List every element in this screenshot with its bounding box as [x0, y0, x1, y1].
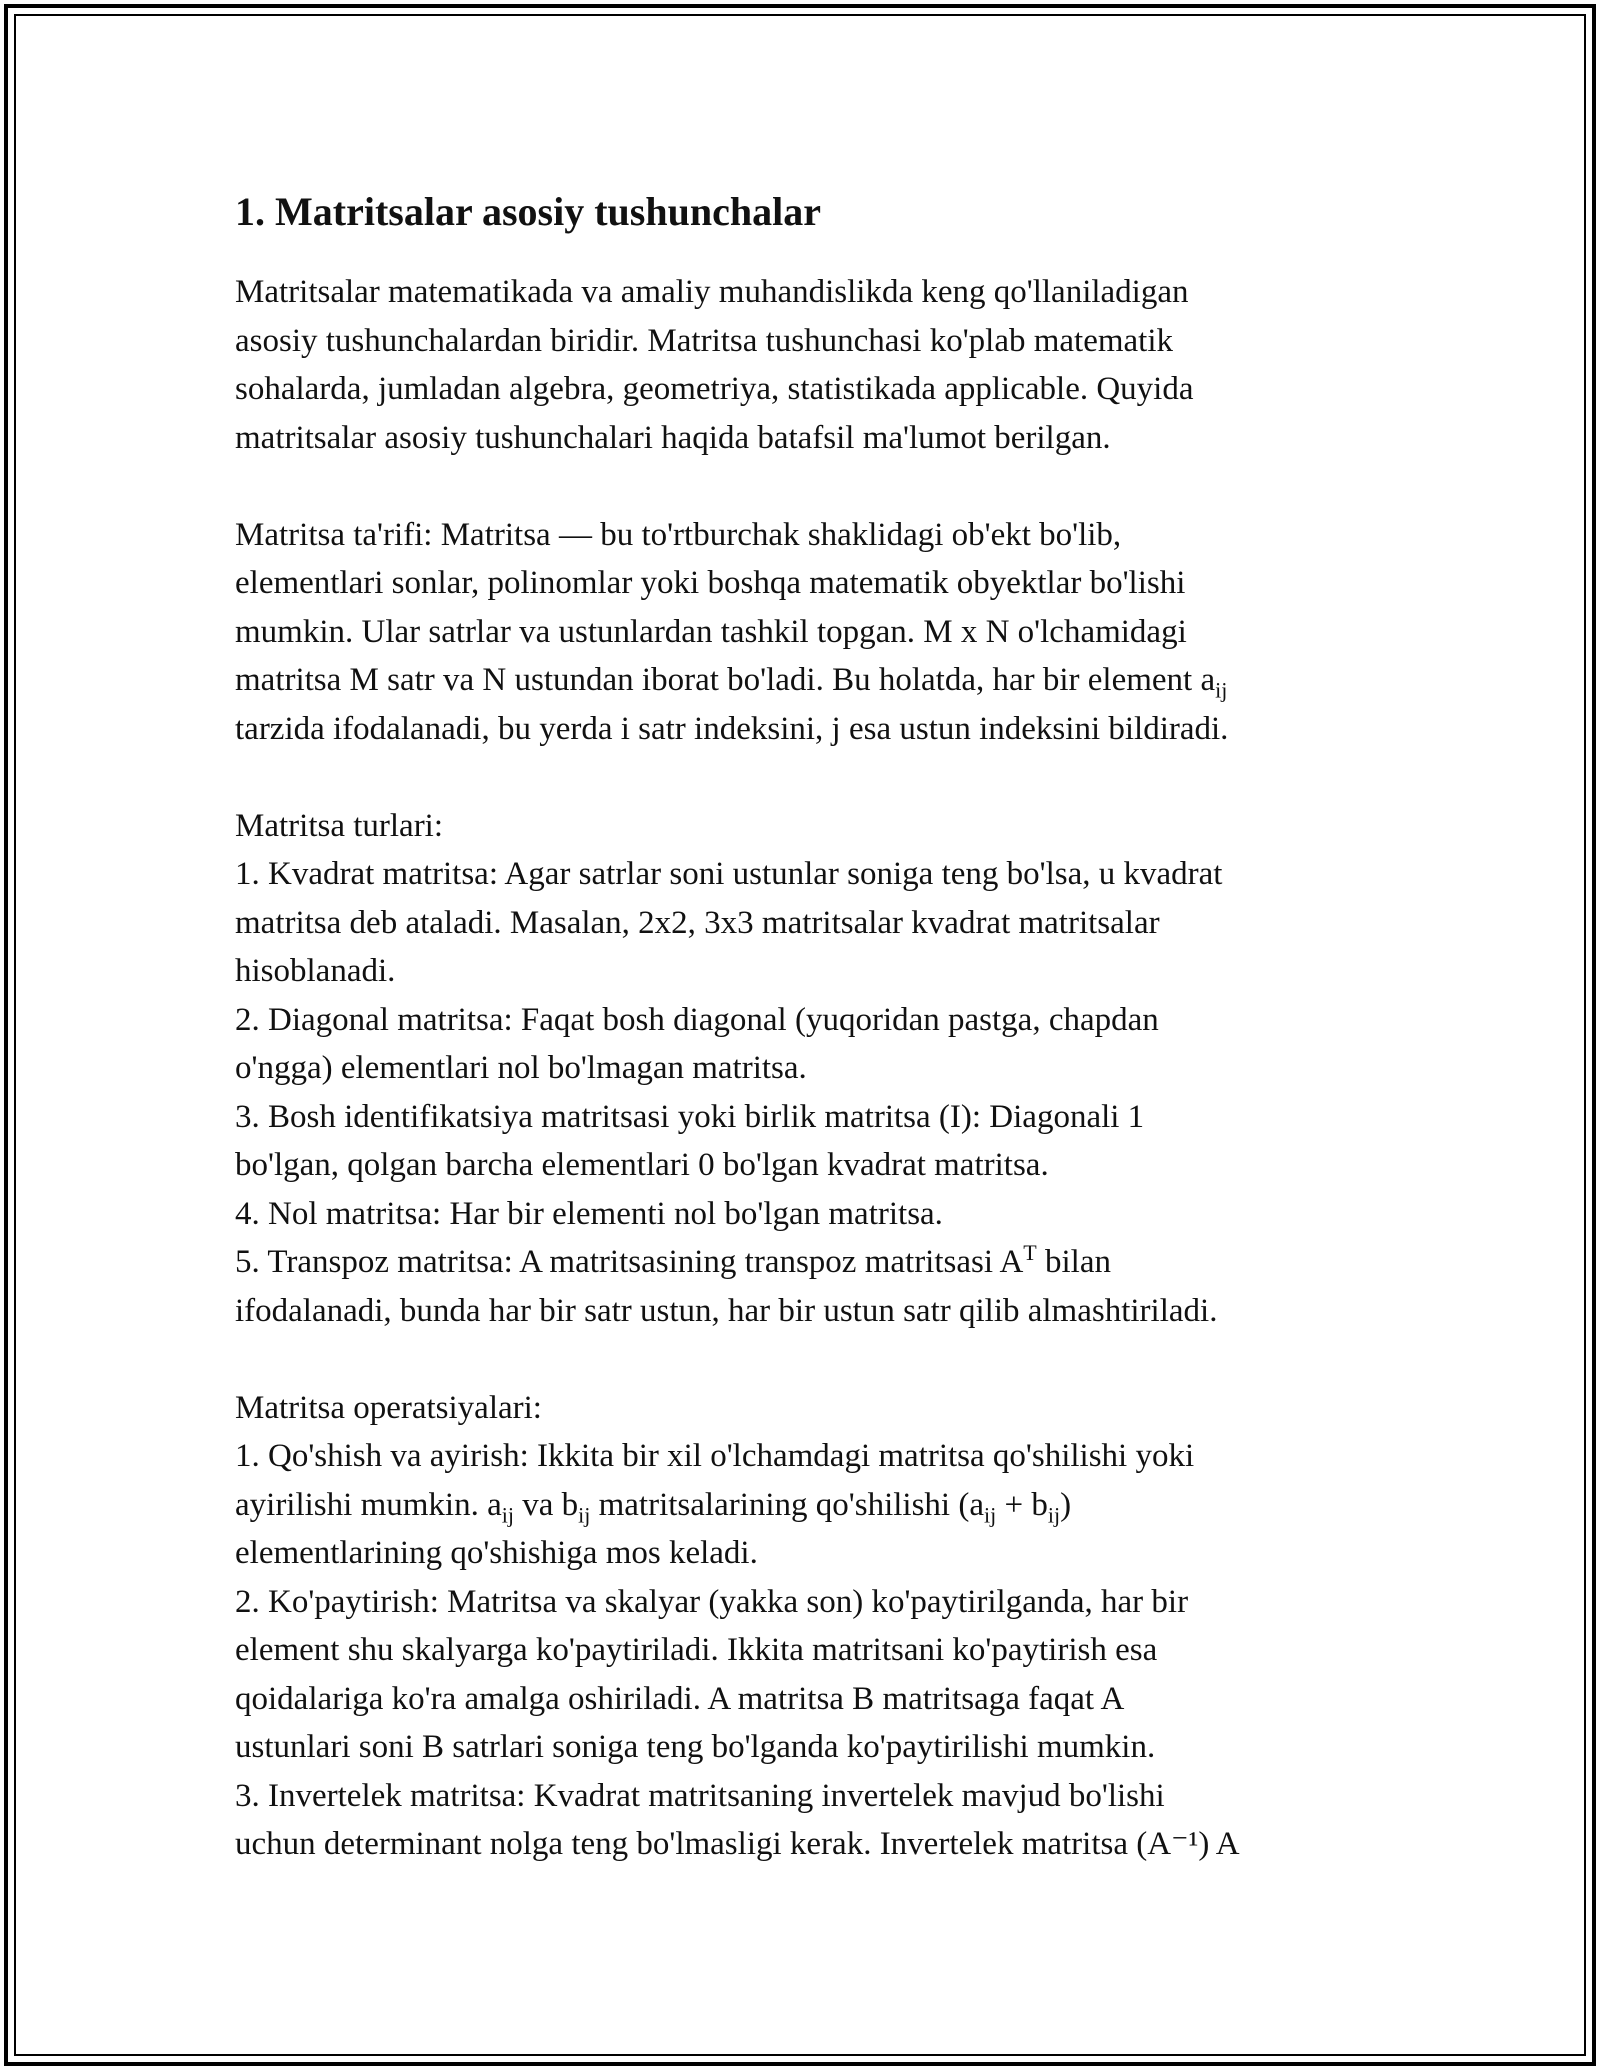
text-line: tarzida ifodalanadi, bu yerda i satr indeksini, j esa ustun indeksini bildiradi. [235, 710, 1229, 747]
operations-paragraph [235, 1384, 1375, 1869]
text-line: 3. Invertelek matritsa: Kvadrat matritsaning invertelek mavjud bo'lishi [235, 1777, 1165, 1814]
text-line: matritsalar asosiy tushunchalari haqida batafsil ma'lumot berilgan. [235, 419, 1111, 456]
superscript: T [1023, 1240, 1037, 1265]
text-line: mumkin. Ular satrlar va ustunlardan tashkil topgan. M x N o'lchamidagi [235, 613, 1187, 650]
text-line: ustunlari soni B satrlari soniga teng bo'lganda ko'paytirilishi mumkin. [235, 1729, 1156, 1765]
text-line: matritsa M satr va N ustundan iborat bo'ladi. Bu holatda, har bir element $a_{ij}$ [235, 662, 1228, 703]
text-line: element shu skalyarga ko'paytiriladi. Ikkita matritsani ko'paytirish esa [235, 1632, 1158, 1668]
text-line: 5. Transpoz matritsa: A matritsasining transpoz matritsasi $A^T$ bilan [235, 1240, 1111, 1280]
types-title: Matritsa turlari: [235, 807, 444, 844]
text-line: bo'lgan, qolgan barcha elementlari 0 bo'lgan kvadrat matritsa. [235, 1147, 1049, 1183]
text-line: 2. Diagonal matritsa: Faqat bosh diagonal (yuqoridan pastga, chapdan [235, 1001, 1159, 1038]
text-line: 4. Nol matritsa: Har bir elementi nol bo'lgan matritsa. [235, 1195, 943, 1232]
intro-paragraph [235, 268, 1375, 462]
subscript: ij [578, 1502, 591, 1528]
text-line: 1. Qo'shish va ayirish: Ikkita bir xil o'lchamdagi matritsa qo'shilishi yoki [235, 1438, 1195, 1474]
text-line: ayirilishi mumkin. $a_{ij}$ va $b_{ij}$ matritsalarining qo'shilishi $(a_{ij} + b_{ij})$ [235, 1486, 1072, 1528]
text-line: elementlari sonlar, polinomlar yoki boshqa matematik obyektlar bo'lishi [235, 565, 1186, 601]
text-line: asosiy tushunchalardan biridir. Matritsa tushunchasi ko'plab matematik [235, 322, 1174, 359]
text-line: Matritsa ta'rifi: Matritsa — bu to'rtburchak shaklidagi ob'ekt bo'lib, [235, 516, 1122, 553]
definition-paragraph [235, 511, 1375, 754]
text-line: elementlarining qo'shishiga mos keladi. [235, 1535, 758, 1571]
operations-title: Matritsa operatsiyalari: [235, 1389, 542, 1426]
document-body [235, 186, 1375, 1869]
subscript: ij [1047, 1502, 1061, 1528]
section-heading: 1. Matritsalar asosiy tushunchalar [235, 189, 821, 234]
text-line: ifodalanadi, bunda har bir satr ustun, har bir ustun satr qilib almashtiriladi. [235, 1292, 1218, 1329]
text-line: o'ngga) elementlari nol bo'lmagan matritsa. [235, 1050, 807, 1086]
types-paragraph [235, 802, 1375, 1336]
text-line: matritsa deb ataladi. Masalan, 2x2, 3x3 matritsalar kvadrat matritsalar [235, 904, 1160, 941]
subscript: ij [1215, 677, 1228, 703]
subscript: ij [984, 1502, 997, 1528]
text-line: 1. Kvadrat matritsa: Agar satrlar soni ustunlar soniga teng bo'lsa, u kvadrat [235, 856, 1223, 892]
text-line: 2. Ko'paytirish: Matritsa va skalyar (yakka son) ko'paytirilganda, har bir [235, 1583, 1189, 1620]
text-line: qoidalariga ko'ra amalga oshiriladi. A matritsa B matritsaga faqat A [235, 1680, 1125, 1717]
text-line: hisoblanadi. [235, 953, 396, 989]
subscript: ij [501, 1502, 514, 1528]
text-line: uchun determinant nolga teng bo'lmasligi kerak. Invertelek matritsa (A⁻¹) A [235, 1826, 1240, 1862]
text-line: sohalarda, jumladan algebra, geometriya, statistikada applicable. Quyida [235, 371, 1194, 407]
text-line: Matritsalar matematikada va amaliy muhandislikda keng qo'llaniladigan [235, 274, 1189, 310]
text-line: 3. Bosh identifikatsiya matritsasi yoki birlik matritsa (I): Diagonali 1 [235, 1098, 1145, 1135]
